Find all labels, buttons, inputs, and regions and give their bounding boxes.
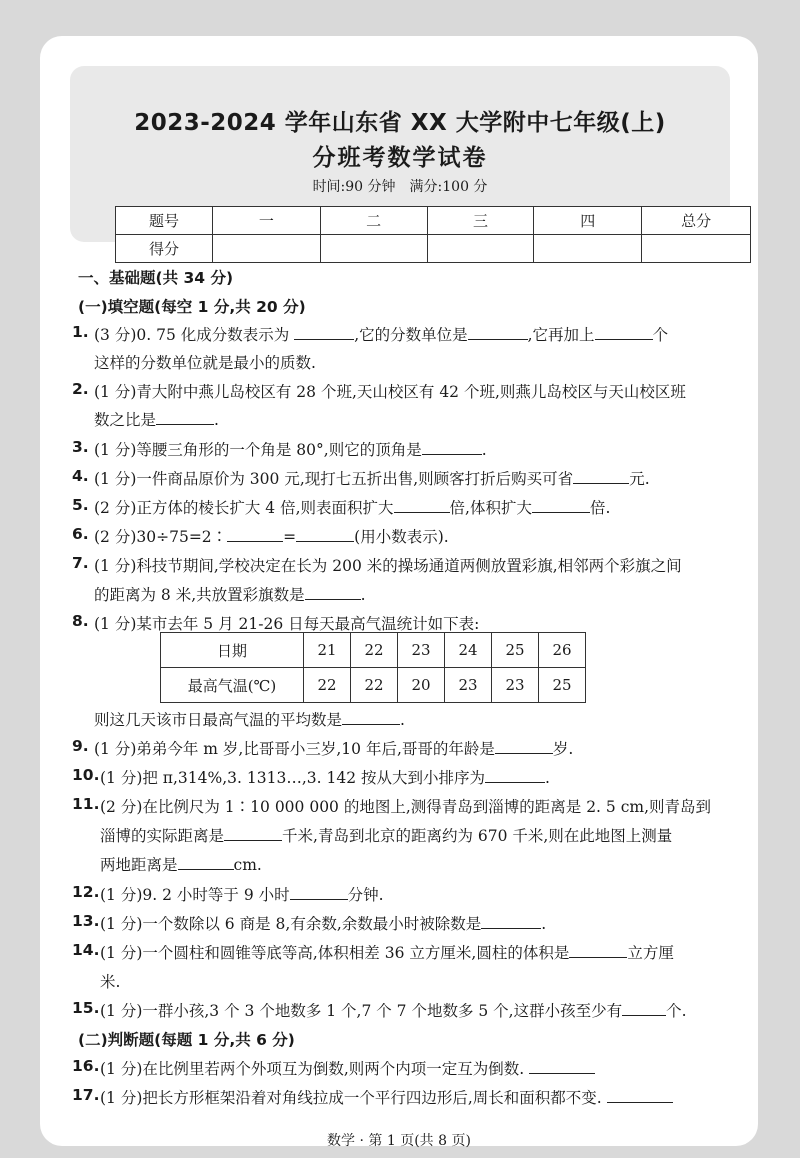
question-text: 岁. (552, 740, 574, 758)
question-number: 4. (72, 467, 89, 485)
question-text: 个. (666, 1002, 687, 1020)
question-text: ,它再加上 (527, 326, 595, 344)
question-text: 倍,体积扩大 (449, 499, 532, 517)
question-number: 12. (72, 883, 100, 901)
question-number: 15. (72, 999, 100, 1017)
question-text: (1 分)青大附中燕儿岛校区有 28 个班,天山校区有 42 个班,则燕儿岛校区与天山校区班 (94, 383, 686, 401)
score-header-cell: 三 (427, 207, 534, 235)
question-text: 的距离为 8 米,共放置彩旗数是 (94, 586, 305, 604)
answer-blank[interactable] (305, 585, 361, 600)
answer-blank[interactable] (224, 826, 282, 841)
question-9 (72, 737, 574, 759)
question-number: 6. (72, 525, 89, 543)
part-title-judgement: (二)判断题(每题 1 分,共 6 分) (78, 1031, 295, 1049)
question-text: 立方厘 (627, 944, 674, 962)
answer-blank[interactable] (342, 710, 400, 725)
question-number: 9. (72, 737, 89, 755)
score-row-label: 得分 (116, 235, 213, 263)
question-text: (3 分)0. 75 化成分数表示为 (94, 326, 290, 344)
question-15 (72, 999, 687, 1021)
answer-blank[interactable] (532, 498, 590, 513)
question-number: 11. (72, 795, 100, 813)
score-table-header-row (116, 207, 751, 235)
question-number: 7. (72, 554, 89, 572)
exam-page (40, 36, 758, 1149)
question-16 (72, 1057, 595, 1079)
score-cell[interactable] (427, 235, 534, 263)
question-text: (1 分)某市去年 5 月 21-26 日每天最高气温统计如下表: (94, 615, 480, 633)
table-cell: 21 (304, 633, 351, 668)
question-text: . (481, 441, 487, 459)
question-7-cont (94, 583, 366, 605)
score-header-cell: 四 (534, 207, 642, 235)
exam-title-line1: 2023-2024 学年山东省 XX 大学附中七年级(上) (134, 110, 666, 136)
question-text: 这样的分数单位就是最小的质数. (94, 354, 316, 372)
question-11 (72, 795, 712, 817)
table-cell: 日期 (161, 633, 304, 668)
score-cell[interactable] (320, 235, 427, 263)
question-13 (72, 912, 547, 934)
score-header-cell: 二 (320, 207, 427, 235)
question-1 (72, 323, 669, 345)
question-number: 5. (72, 496, 89, 514)
score-cell[interactable] (534, 235, 642, 263)
table-cell: 23 (492, 668, 539, 703)
answer-blank[interactable] (481, 914, 541, 929)
question-text: 元. (629, 470, 650, 488)
question-text: 分钟. (347, 886, 384, 904)
answer-blank[interactable] (294, 325, 354, 340)
question-text: 米. (100, 973, 121, 991)
question-text: . (541, 915, 547, 933)
question-text: . (214, 411, 219, 429)
answer-blank[interactable] (394, 498, 450, 513)
question-text: (1 分)科技节期间,学校决定在长为 200 米的操场通道两侧放置彩旗,相邻两个彩旗之间 (94, 557, 682, 575)
question-text: (2 分)正方体的棱长扩大 4 倍,则表面积扩大 (94, 499, 394, 517)
time-info: 时间:90 分钟 满分:100 分 (312, 179, 488, 195)
answer-blank[interactable] (595, 325, 653, 340)
question-number: 8. (72, 612, 89, 630)
score-cell[interactable] (212, 235, 320, 263)
question-text: (用小数表示). (354, 528, 449, 546)
answer-blank[interactable] (178, 855, 234, 870)
question-number: 13. (72, 912, 100, 930)
question-text: = (283, 528, 297, 546)
section-title: 一、基础题(共 34 分) (78, 269, 234, 287)
question-11-cont2 (100, 853, 262, 875)
exam-title-line2: 分班考数学试卷 (312, 145, 488, 171)
score-table-score-row (116, 235, 751, 263)
question-number: 14. (72, 941, 100, 959)
question-4 (72, 467, 650, 489)
answer-blank[interactable] (468, 325, 528, 340)
answer-blank[interactable] (495, 739, 553, 754)
part-title-fill-blank (78, 295, 306, 317)
answer-blank[interactable] (622, 1001, 666, 1016)
answer-blank[interactable] (227, 527, 283, 542)
score-cell[interactable] (642, 235, 751, 263)
question-number: 10. (72, 766, 100, 784)
table-cell: 26 (539, 633, 586, 668)
part-title-text: (一)填空题(每空 1 分,共 20 分) (78, 298, 306, 316)
question-text: cm. (233, 856, 262, 874)
question-text: 两地距离是 (100, 856, 178, 874)
question-17 (72, 1086, 673, 1108)
answer-blank[interactable] (156, 410, 214, 425)
score-table (115, 206, 751, 263)
score-header-cell: 总分 (642, 207, 751, 235)
question-number: 2. (72, 380, 89, 398)
question-12 (72, 883, 384, 905)
question-text: 则这几天该市日最高气温的平均数是 (94, 711, 343, 729)
score-header-cell: 一 (212, 207, 320, 235)
temperature-table-date-row (161, 633, 586, 668)
question-text: 个 (652, 326, 669, 344)
question-text: (1 分)在比例里若两个外项互为倒数,则两个内项一定互为倒数. (100, 1060, 525, 1078)
question-8-cont (94, 708, 405, 730)
question-number: 17. (72, 1086, 100, 1104)
question-text: (1 分)把长方形框架沿着对角线拉成一个平行四边形后,周长和面积都不变. (100, 1089, 602, 1107)
question-2-cont (94, 408, 219, 430)
page-footer: 数学 · 第 1 页(共 8 页) (327, 1133, 471, 1149)
question-10 (72, 766, 550, 788)
table-cell: 最高气温(℃) (161, 668, 304, 703)
table-cell: 23 (445, 668, 492, 703)
answer-blank[interactable] (296, 527, 354, 542)
question-number: 1. (72, 323, 89, 341)
table-cell: 25 (539, 668, 586, 703)
question-text: (2 分)在比例尺为 1∶10 000 000 的地图上,测得青岛到淄博的距离是 2. 5 cm,则青岛到 (100, 798, 712, 816)
question-text: (1 分)弟弟今年 m 岁,比哥哥小三岁,10 年后,哥哥的年龄是 (94, 740, 495, 758)
question-text: 倍. (589, 499, 611, 517)
answer-blank[interactable] (607, 1088, 673, 1103)
answer-blank[interactable] (422, 440, 482, 455)
temperature-table-temp-row (161, 668, 586, 703)
question-14 (72, 941, 674, 963)
table-cell: 20 (398, 668, 445, 703)
question-number: 16. (72, 1057, 100, 1075)
question-8 (72, 612, 480, 634)
question-text: . (544, 769, 550, 787)
question-text: . (360, 586, 366, 604)
answer-blank[interactable] (569, 943, 627, 958)
question-2 (72, 380, 686, 402)
question-text: (1 分)一个数除以 6 商是 8,有余数,余数最小时被除数是 (100, 915, 482, 933)
answer-blank[interactable] (290, 885, 348, 900)
question-3 (72, 438, 487, 460)
question-text: (1 分)9. 2 小时等于 9 小时 (100, 886, 290, 904)
table-cell: 23 (398, 633, 445, 668)
question-5 (72, 496, 611, 518)
question-text: 千米,青岛到北京的距离约为 670 千米,则在此地图上测量 (282, 827, 673, 845)
temperature-table (160, 632, 586, 703)
question-text: 淄博的实际距离是 (100, 827, 225, 845)
question-text: (1 分)等腰三角形的一个角是 80°,则它的顶角是 (94, 441, 422, 459)
question-text: (1 分)一件商品原价为 300 元,现打七五折出售,则顾客打折后购买可省 (94, 470, 574, 488)
answer-blank[interactable] (485, 768, 545, 783)
question-text: (1 分)一群小孩,3 个 3 个地数多 1 个,7 个 7 个地数多 5 个,这群小孩至少有 (100, 1002, 623, 1020)
exam-header (70, 66, 730, 258)
table-cell: 25 (492, 633, 539, 668)
question-text: 数之比是 (94, 411, 157, 429)
answer-blank[interactable] (573, 469, 629, 484)
question-6 (72, 525, 449, 547)
table-cell: 22 (351, 668, 398, 703)
question-text: (1 分)把 π,314%,3. 1313…,3. 142 按从大到小排序为 (100, 769, 485, 787)
question-number: 3. (72, 438, 89, 456)
table-cell: 22 (351, 633, 398, 668)
question-11-cont (100, 824, 672, 846)
question-text: . (400, 711, 405, 729)
question-text: (1 分)一个圆柱和圆锥等底等高,体积相差 36 立方厘米,圆柱的体积是 (100, 944, 570, 962)
question-7 (72, 554, 682, 576)
answer-blank[interactable] (529, 1059, 595, 1074)
table-cell: 24 (445, 633, 492, 668)
table-cell: 22 (304, 668, 351, 703)
score-header-cell: 题号 (116, 207, 213, 235)
question-text: (2 分)30÷75=2∶ (94, 528, 228, 546)
question-text: ,它的分数单位是 (354, 326, 468, 344)
